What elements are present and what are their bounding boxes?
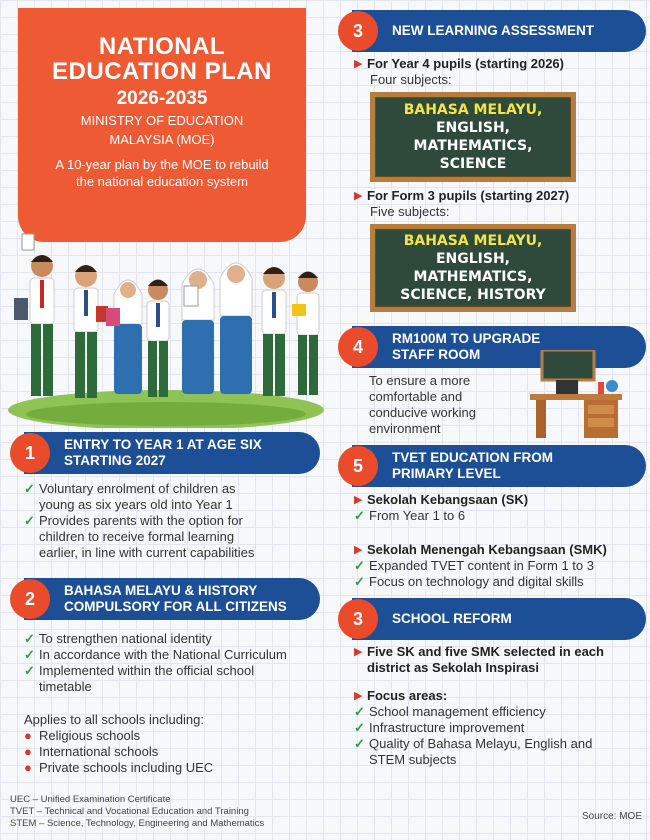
section-3-header <box>352 10 646 52</box>
section-number-badge: 3 <box>338 599 378 639</box>
arrow-right-icon: ▶ <box>354 494 363 506</box>
list-item <box>24 744 324 760</box>
bullet-line: In accordance with the National Curriculum <box>39 647 287 662</box>
check-icon: ✓ <box>24 647 35 662</box>
section-number-badge: 3 <box>338 11 378 51</box>
title-description <box>18 156 306 190</box>
section-number-badge: 5 <box>338 446 378 486</box>
bullet-line: School management efficiency <box>369 704 546 719</box>
bullet-line: children to receive formal learning <box>39 529 235 544</box>
section-5-header <box>352 445 646 487</box>
title-years: 2026-2035 <box>116 88 208 109</box>
form3-heading: For Form 3 pupils (starting 2027) <box>367 188 570 203</box>
section-4-title-line-2: STAFF ROOM <box>392 347 481 362</box>
bullet-line: timetable <box>39 679 92 694</box>
student-figures <box>14 234 319 398</box>
staff-room-desk-illustration <box>526 350 626 440</box>
check-icon: ✓ <box>354 508 365 523</box>
bullet-line: Expanded TVET content in Form 1 to 3 <box>369 558 594 573</box>
arrow-right-icon: ▶ <box>354 646 363 658</box>
list-item <box>354 736 648 768</box>
reform-heading-line: district as Sekolah Inspirasi <box>367 660 539 675</box>
section-1-title-line-1: ENTRY TO YEAR 1 AT AGE SIX <box>64 437 262 452</box>
footnotes <box>10 794 264 830</box>
bullet-dot-icon: ● <box>24 728 32 743</box>
section-4-title-line-1: RM100M TO UPGRADE <box>392 331 541 346</box>
subject: MATHEMATICS, <box>413 269 533 285</box>
list-item <box>354 574 648 590</box>
list-item <box>354 704 648 720</box>
footnote: STEM – Science, Technology, Engineering and Mathematics <box>10 818 265 829</box>
subject: SCIENCE, HISTORY <box>400 287 546 303</box>
reform-heading-line: Five SK and five SMK selected in each <box>367 644 604 659</box>
desc-line: To ensure a more <box>369 373 471 388</box>
list-item <box>354 492 648 508</box>
bullet-dot-icon: ● <box>24 744 32 759</box>
section-5-title-line-1: TVET EDUCATION FROM <box>392 450 553 465</box>
title-box <box>18 8 306 242</box>
ministry-line-2: MALAYSIA (MOE) <box>109 132 215 147</box>
footnote: TVET – Technical and Vocational Education and Training <box>10 806 249 817</box>
list-item <box>24 760 324 776</box>
bullet-line: Implemented within the official school <box>39 663 255 678</box>
check-icon: ✓ <box>24 663 35 678</box>
section-5-title <box>392 445 632 487</box>
subject: SCIENCE <box>439 156 507 172</box>
bullet-line: Infrastructure improvement <box>369 720 525 735</box>
applies-text: Applies to all schools including: <box>24 712 204 727</box>
section-6-body <box>354 644 648 768</box>
chalkboard-form3 <box>370 224 576 312</box>
check-icon: ✓ <box>354 720 365 735</box>
check-icon: ✓ <box>354 736 365 751</box>
check-icon: ✓ <box>24 481 35 496</box>
section-5-body <box>354 492 648 590</box>
list-item <box>24 728 324 744</box>
desc-line: environment <box>369 421 441 436</box>
list-item <box>24 647 324 663</box>
list-item <box>354 720 648 736</box>
bullet-line: Quality of Bahasa Melayu, English and <box>369 736 593 751</box>
check-icon: ✓ <box>24 631 35 646</box>
bullet-line: Focus on technology and digital skills <box>369 574 584 589</box>
footnote: UEC – Unified Examination Certificate <box>10 794 171 805</box>
list-item <box>354 558 648 574</box>
arrow-right-icon: ▶ <box>354 190 363 202</box>
check-icon: ✓ <box>354 704 365 719</box>
ministry-line-1: MINISTRY OF EDUCATION <box>80 113 244 128</box>
students-illustration <box>6 228 328 428</box>
check-icon: ✓ <box>24 513 35 528</box>
assessment-group-year4 <box>354 56 644 72</box>
section-6-header <box>352 598 646 640</box>
smk-heading: Sekolah Menengah Kebangsaan (SMK) <box>367 542 607 557</box>
source-label: Source: MOE <box>581 811 642 822</box>
bullet-line: earlier, in line with current capabilities <box>39 545 255 560</box>
list-item <box>24 513 324 561</box>
bullet-line: From Year 1 to 6 <box>369 508 466 523</box>
section-6-title: SCHOOL REFORM <box>392 611 512 626</box>
section-2-body <box>24 631 324 776</box>
check-icon: ✓ <box>354 558 365 573</box>
desc-line: conducive working <box>369 405 476 420</box>
subject-bm: BAHASA MELAYU, <box>403 102 543 118</box>
title-desc-line-2: the national education system <box>76 174 248 189</box>
bullet-line: To strengthen national identity <box>39 631 212 646</box>
list-item <box>354 542 648 558</box>
list-item <box>354 644 648 676</box>
subject: ENGLISH, <box>435 120 511 136</box>
section-number-badge: 1 <box>10 433 50 473</box>
section-1-header <box>24 432 320 474</box>
section-3-title: NEW LEARNING ASSESSMENT <box>392 23 595 38</box>
bullet-line: young as six years old into Year 1 <box>39 497 233 512</box>
year4-subheading: Four subjects: <box>370 72 452 87</box>
form3-subheading: Five subjects: <box>370 204 450 219</box>
assessment-group-form3 <box>354 188 644 204</box>
section-1-title <box>64 432 306 474</box>
bullet-line: STEM subjects <box>369 752 457 767</box>
chalkboard-year4 <box>370 92 576 182</box>
school-type: Private schools including UEC <box>39 760 214 775</box>
arrow-right-icon: ▶ <box>354 690 363 702</box>
arrow-right-icon: ▶ <box>354 58 363 70</box>
list-item <box>24 481 324 513</box>
section-number-badge: 4 <box>338 327 378 367</box>
subject: MATHEMATICS, <box>413 138 533 154</box>
section-2-title <box>64 578 306 620</box>
sk-heading: Sekolah Kebangsaan (SK) <box>367 492 529 507</box>
section-1-body <box>24 481 324 561</box>
section-3-form3 <box>354 188 644 220</box>
list-item <box>24 631 324 647</box>
section-2-header <box>24 578 320 620</box>
check-icon: ✓ <box>354 574 365 589</box>
subject: ENGLISH, <box>435 251 511 267</box>
title-line-2: EDUCATION PLAN <box>52 58 272 85</box>
section-5-title-line-2: PRIMARY LEVEL <box>392 466 501 481</box>
list-item <box>354 688 648 704</box>
subject-bm: BAHASA MELAYU, <box>403 233 543 249</box>
section-number-badge: 2 <box>10 579 50 619</box>
year4-heading: For Year 4 pupils (starting 2026) <box>367 56 564 71</box>
list-item <box>24 663 324 695</box>
school-type: International schools <box>39 744 159 759</box>
section-2-title-line-2: COMPULSORY FOR ALL CITIZENS <box>64 599 287 614</box>
section-1-title-line-2: STARTING 2027 <box>64 453 166 468</box>
arrow-right-icon: ▶ <box>354 544 363 556</box>
section-3-body <box>354 56 644 88</box>
bullet-line: Voluntary enrolment of children as <box>39 481 236 496</box>
school-type: Religious schools <box>39 728 141 743</box>
title-desc-line-1: A 10-year plan by the MOE to rebuild <box>55 157 269 172</box>
list-item <box>354 508 648 524</box>
section-4-desc <box>369 373 519 437</box>
bullet-dot-icon: ● <box>24 760 32 775</box>
bullet-line: Provides parents with the option for <box>39 513 243 528</box>
section-2-title-line-1: BAHASA MELAYU & HISTORY <box>64 583 258 598</box>
title-line-1: NATIONAL <box>98 33 226 60</box>
focus-heading: Focus areas: <box>367 688 448 703</box>
desc-line: comfortable and <box>369 389 463 404</box>
